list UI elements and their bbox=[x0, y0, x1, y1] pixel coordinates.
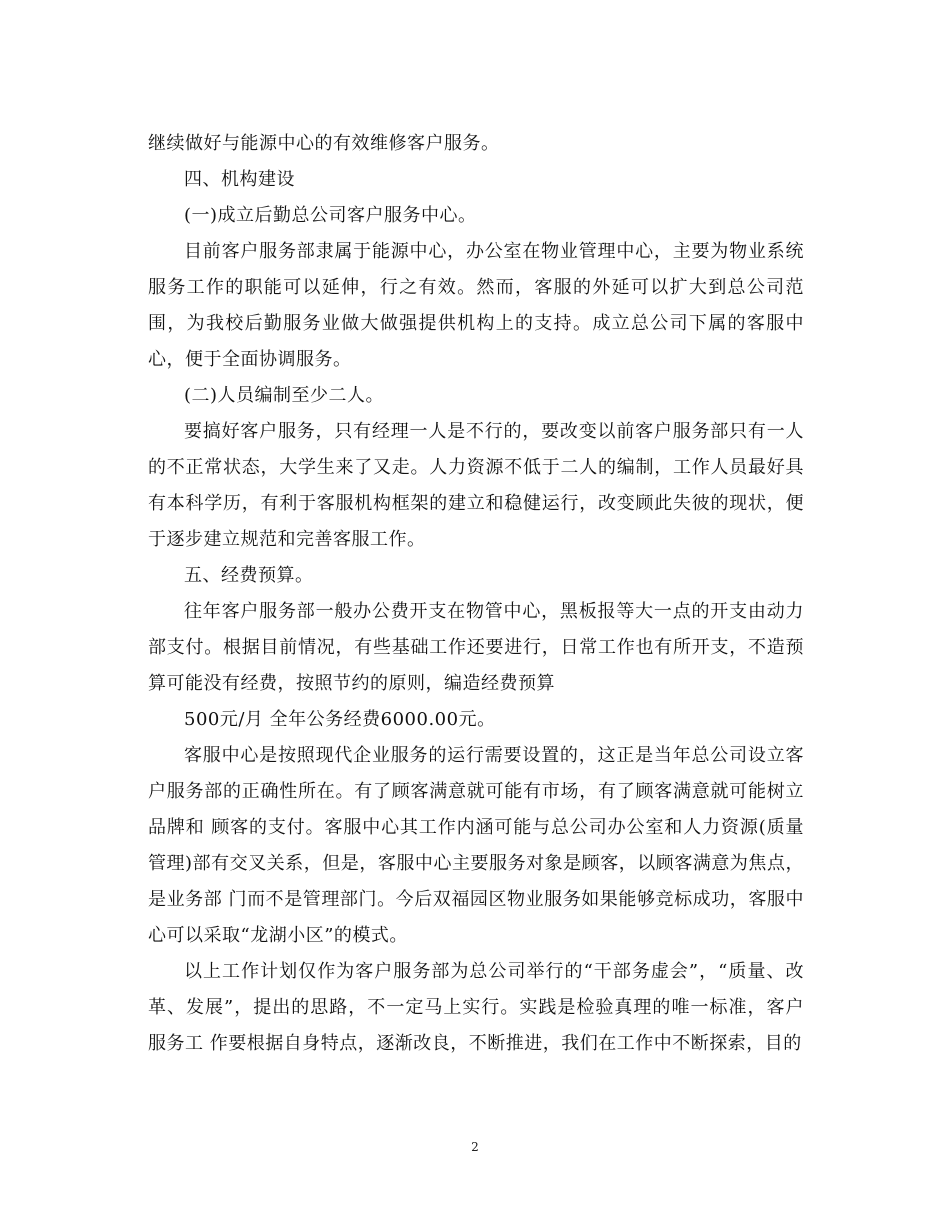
paragraph-budget: 往年客户服务部一般办公费开支在物管中心，黑板报等大一点的开支由动力部支付。根据目前情况，有些基础工作还要进行，日常工作也有所开支，不造预算可能没有经费，按照节约的原则，编造经费预算 bbox=[148, 601, 804, 694]
budget-amount-line: 500元/月 全年公务经费6000.00元。 bbox=[184, 709, 496, 730]
paragraph-customer-center: 客服中心是按照现代企业服务的运行需要设置的，这正是当年总公司设立客户服务部的正确性所在。有了顾客满意就可能有市场，有了顾客满意就可能树立品牌和 顾客的支付。客服中心其工作内涵可能与总公司办公室和人力资源(质量管理)部有交叉关系，但是，客服中心主要服务对象是顾客，以顾客满意为焦点，是业务部 门而不是管理部门。今后双福园区物业服务如果能够竞标成功，客服中心可以采取“龙湖小区”的模式。 bbox=[148, 745, 804, 946]
section-heading-budget: 五、经费预算。 bbox=[184, 565, 314, 586]
section-heading-organization: 四、机构建设 bbox=[184, 169, 295, 190]
page-number: 2 bbox=[471, 1140, 479, 1154]
paragraph-conclusion: 以上工作计划仅作为客户服务部为总公司举行的“干部务虚会”，“质量、改革、发展”，提出的思路，不一定马上实行。实践是检验真理的唯一标准，客户服务工 作要根据自身特点，逐渐改良，不断推进，我们在工作中不断探索，目的 bbox=[148, 961, 804, 1054]
paragraph-staffing: 要搞好客户服务，只有经理一人是不行的，要改变以前客户服务部只有一人的不正常状态，大学生来了又走。人力资源不低于二人的编制，工作人员最好具有本科学历，有利于客服机构框架的建立和稳健运行，改变顾此失彼的现状，便于逐步建立规范和完善客服工作。 bbox=[148, 421, 804, 550]
paragraph-service-center: 目前客户服务部隶属于能源中心，办公室在物业管理中心，主要为物业系统服务工作的职能可以延伸，行之有效。然而，客服的外延可以扩大到总公司范围，为我校后勤服务业做大做强提供机构上的支持。成立总公司下属的客服中心，便于全面协调服务。 bbox=[148, 241, 804, 370]
subheading-staffing: (二)人员编制至少二人。 bbox=[184, 385, 385, 406]
paragraph-continuation: 继续做好与能源中心的有效维修客户服务。 bbox=[148, 133, 500, 154]
document-body bbox=[148, 126, 804, 1062]
subheading-service-center: (一)成立后勤总公司客户服务中心。 bbox=[184, 205, 477, 226]
